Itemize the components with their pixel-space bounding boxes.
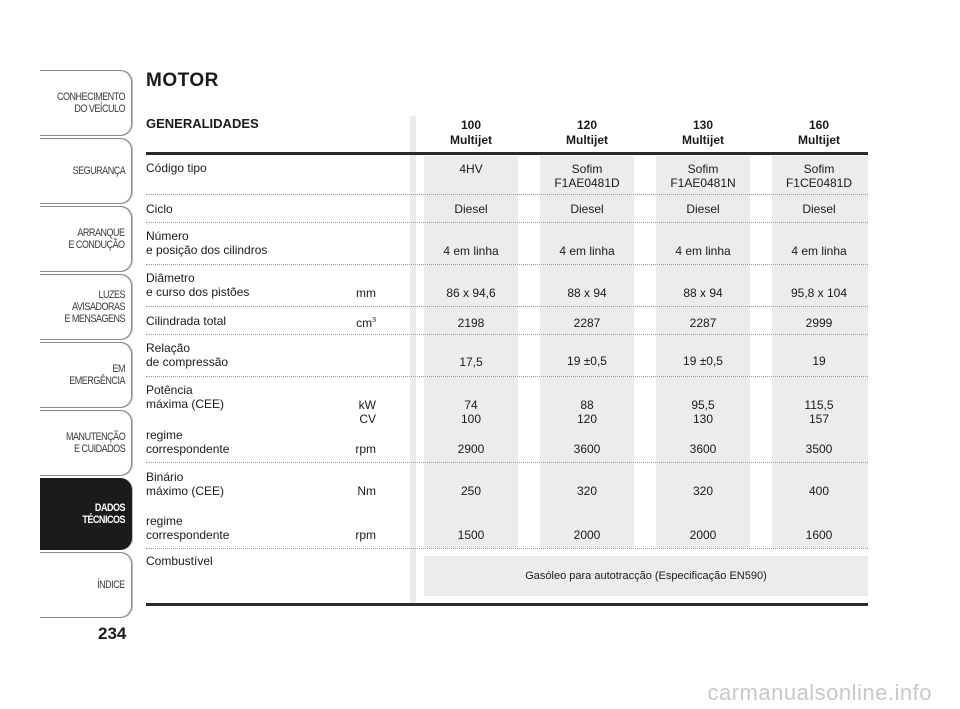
table-cell: 1600 (805, 528, 833, 542)
table-cell: 250 (460, 484, 482, 498)
column-header (656, 118, 750, 148)
tab-arranque-e-conducao[interactable] (40, 206, 132, 272)
fuel-value-text: Gasóleo para autotracção (Especificação EN590) (525, 570, 767, 582)
tab-label: LUZES AVISADORAS E MENSAGENS (64, 289, 125, 325)
row-label: regime correspondente (146, 428, 230, 456)
tab-label: MANUTENÇÃO E CUIDADOS (65, 431, 125, 455)
row-unit: kW CV (358, 398, 376, 426)
table-cell: 4HV (459, 162, 483, 176)
row-divider (146, 376, 868, 377)
row-label: Número e posição dos cilindros (146, 229, 268, 257)
column-header (772, 118, 866, 148)
tab-label: EM EMERGÊNCIA (69, 363, 125, 387)
table-subtitle: GENERALIDADES (146, 116, 259, 131)
row-unit: mm (356, 286, 376, 300)
row-label: Ciclo (146, 202, 173, 216)
table-cell: 95,5 130 (691, 398, 715, 426)
unit-superscript: 3 (372, 317, 376, 324)
tab-em-emergencia[interactable] (40, 342, 132, 408)
row-label: Cilindrada total (146, 314, 227, 328)
table-cell: 88 x 94 (683, 286, 723, 300)
column-header (540, 118, 634, 148)
table-cell: Diesel (802, 202, 836, 216)
table-cell: Diesel (686, 202, 720, 216)
column-separator (410, 116, 416, 604)
row-divider (146, 222, 868, 223)
tab-seguranca[interactable] (40, 138, 132, 204)
header-rule (146, 152, 868, 155)
table-cell: 1500 (457, 528, 485, 542)
tab-label: ÍNDICE (97, 579, 125, 591)
row-unit: rpm (355, 528, 376, 542)
table-cell: 4 em linha (559, 244, 615, 258)
tab-indice[interactable] (40, 552, 132, 618)
column-header (424, 118, 518, 148)
table-cell: 3600 (689, 442, 717, 456)
row-unit: Nm (357, 484, 376, 498)
table-cell: 2000 (689, 528, 717, 542)
page-title: MOTOR (146, 70, 219, 91)
table-cell: 88 x 94 (567, 286, 607, 300)
tab-label: ARRANQUE E CONDUÇÃO (68, 227, 125, 251)
table-cell: 3500 (805, 442, 833, 456)
row-label: Relação de compressão (146, 341, 229, 369)
tab-label: SEGURANÇA (72, 165, 125, 177)
table-cell: 95,8 x 104 (790, 286, 848, 300)
tab-label: DADOS TÉCNICOS (82, 502, 125, 526)
tab-luzes-avisadoras[interactable] (40, 274, 132, 340)
table-cell: 2900 (457, 442, 485, 456)
row-divider (146, 334, 868, 335)
table-cell: 2287 (573, 316, 601, 330)
table-cell: 19 ±0,5 (567, 354, 607, 368)
table-cell: 320 (692, 484, 714, 498)
row-label: Diâmetro e curso dos pistões (146, 271, 250, 299)
table-cell: 19 ±0,5 (683, 354, 723, 368)
fuel-specification (424, 556, 868, 596)
table-cell: Sofim F1AE0481D (554, 162, 620, 190)
tab-manutencao-e-cuidados[interactable] (40, 410, 132, 476)
table-cell: 2999 (805, 316, 833, 330)
row-unit: rpm (355, 442, 376, 456)
row-label: Código tipo (146, 161, 207, 175)
row-divider (146, 548, 868, 549)
row-divider (146, 462, 868, 463)
tab-conhecimento-do-veiculo[interactable] (40, 70, 132, 136)
unit-text: cm (356, 316, 373, 330)
row-divider (146, 194, 868, 195)
table-cell: Sofim F1AE0481N (670, 162, 736, 190)
tab-dados-tecnicos[interactable] (40, 478, 132, 550)
watermark: carmanualsonline.info (707, 680, 932, 705)
table-cell: 320 (576, 484, 598, 498)
page-number: 234 (98, 624, 127, 643)
table-cell: 2000 (573, 528, 601, 542)
table-cell: 19 (812, 354, 826, 368)
table-cell: 86 x 94,6 (446, 286, 496, 300)
table-cell: 88 120 (576, 398, 598, 426)
table-cell: 17,5 (459, 355, 483, 369)
table-cell: 2287 (689, 316, 717, 330)
row-label: Binário máximo (CEE) (146, 470, 225, 498)
table-cell: 115,5 157 (804, 398, 834, 426)
table-cell: 4 em linha (675, 244, 731, 258)
column-header-text: 120 Multijet (566, 118, 608, 147)
table-cell: Diesel (570, 202, 604, 216)
row-divider (146, 306, 868, 307)
row-label: Potência máxima (CEE) (146, 383, 225, 411)
table-cell: 4 em linha (443, 244, 499, 258)
table-cell: 4 em linha (791, 244, 847, 258)
table-cell: 3600 (573, 442, 601, 456)
column-header-text: 160 Multijet (798, 118, 840, 147)
table-cell: Sofim F1CE0481D (785, 162, 853, 190)
table-cell: 74 100 (460, 398, 482, 426)
column-header-text: 100 Multijet (450, 118, 492, 147)
table-cell: 400 (808, 484, 830, 498)
row-divider (146, 264, 868, 265)
engine-spec-table (146, 112, 868, 608)
row-unit (326, 314, 376, 330)
tab-label: CONHECIMENTO DO VEÍCULO (56, 91, 125, 115)
row-label: regime correspondente (146, 514, 230, 542)
table-cell: 2198 (457, 316, 485, 330)
table-cell: Diesel (454, 202, 488, 216)
row-label: Combustível (146, 554, 213, 568)
column-header-text: 130 Multijet (682, 118, 724, 147)
table-bottom-rule (146, 603, 868, 606)
